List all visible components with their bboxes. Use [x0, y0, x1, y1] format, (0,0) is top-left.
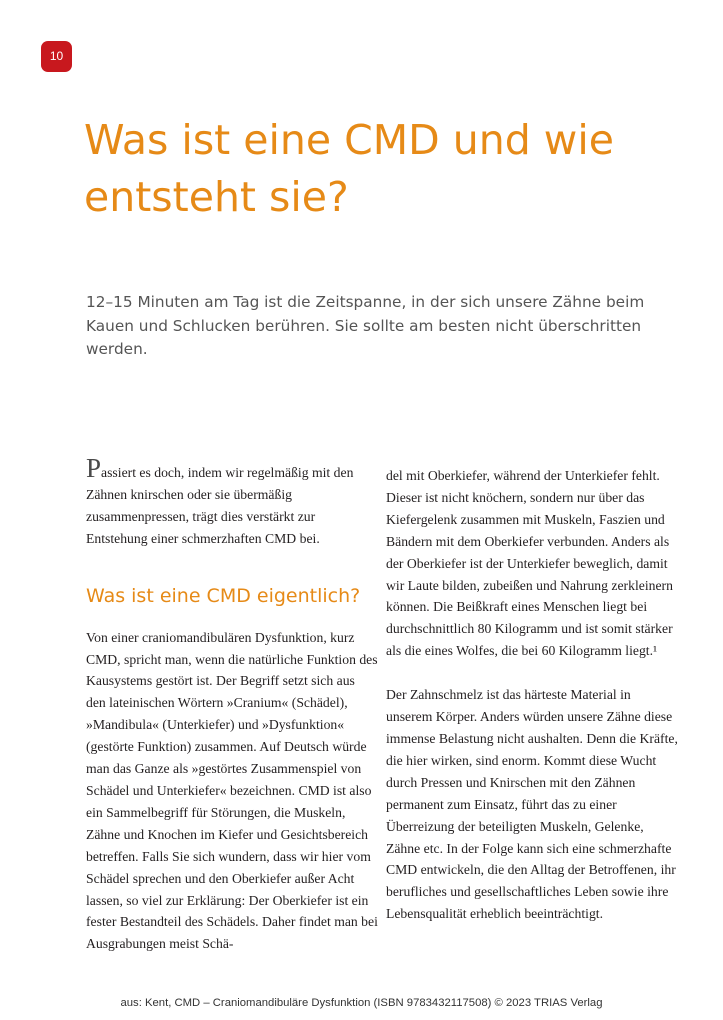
- body-paragraph-definition: Von einer craniomandibulären Dysfunktion, kurz CMD, spricht man, wenn die natürliche Funktion des Kausystems gestört ist. Der Begriff setzt sich aus den lateinischen Wörtern »Cranium« (Schädel), »Mandibula« (Unterkiefer) und »Dysfunktion« (gestörte Funktion) zusammen. Auf Deutsch würde man das Ganze als »gestörtes Zusammenspiel von Schädel und Unterkiefer« bezeichnen. CMD ist also ein Sammelbegriff für Störungen, die Muskeln, Zähne und Knochen im Kiefer und Gesichtsbereich betreffen. Falls Sie sich wundern, dass wir hier vom Schädel sprechen und den Oberkiefer außer Acht lassen, so viel zur Erklärung: Der Oberkiefer ist ein fester Bestandteil des Schädels. Daher findet man bei Ausgrabungen meist Schä-: [86, 629, 378, 952]
- body-paragraph-enamel: Der Zahnschmelz ist das härteste Material in unserem Körper. Anders würden unsere Zähne diese immense Belastung nicht aushalten. Denn die Kräfte, die hier wirken, sind enorm. Kommt diese Wucht durch Pressen und Knirschen mit den Zähnen permanent zum Einsatz, führt das zu einer Überreizung der beteiligten Muskeln, Gelenke, Zähne etc. In der Folge kann sich eine schmerzhafte CMD entwickeln, die den Alltag der Betroffenen, ihr berufliches und gesellschaftliches Leben sowie ihre Lebensqualität erheblich beeinträchtigt.: [386, 687, 678, 922]
- intro-paragraph: [86, 453, 378, 550]
- section-heading: Was ist eine CMD eigentlich?: [86, 584, 361, 607]
- page-title: Was ist eine CMD und wie entsteht sie?: [84, 116, 614, 221]
- lead-paragraph: 12–15 Minuten am Tag ist die Zeitspanne, in der sich unsere Zähne beim Kauen und Schlucken berühren. Sie sollte am besten nicht überschritten werden.: [86, 293, 645, 358]
- drop-cap: P: [86, 453, 102, 483]
- right-column: [386, 458, 678, 925]
- body-paragraph-jaw: del mit Oberkiefer, während der Unterkiefer fehlt. Dieser ist nicht knöchern, sondern nur über das Kiefergelenk zusammen mit Muskeln, Faszien und Bändern mit dem Oberkiefer verbunden. Anders als der Oberkiefer ist der Unterkiefer beweglich, damit wir Laute bilden, zubeißen und Nahrung zerkleinern können. Die Beißkraft eines Menschen liegt bei durchschnittlich 80 Kilogramm und ist somit stärker als die eines Wolfes, die bei 60 Kilogramm liegt.¹: [386, 468, 673, 659]
- left-column: [86, 453, 378, 955]
- source-footer: aus: Kent, CMD – Craniomandibuläre Dysfunktion (ISBN 9783432117508) © 2023 TRIAS Verlag: [120, 997, 603, 1009]
- intro-text: assiert es doch, indem wir regelmäßig mit den Zähnen knirschen oder sie übermäßig zusammenpressen, trägt dies verstärkt zur Entstehung einer schmerzhaften CMD bei.: [86, 465, 354, 546]
- page-number-badge: 10: [41, 41, 72, 72]
